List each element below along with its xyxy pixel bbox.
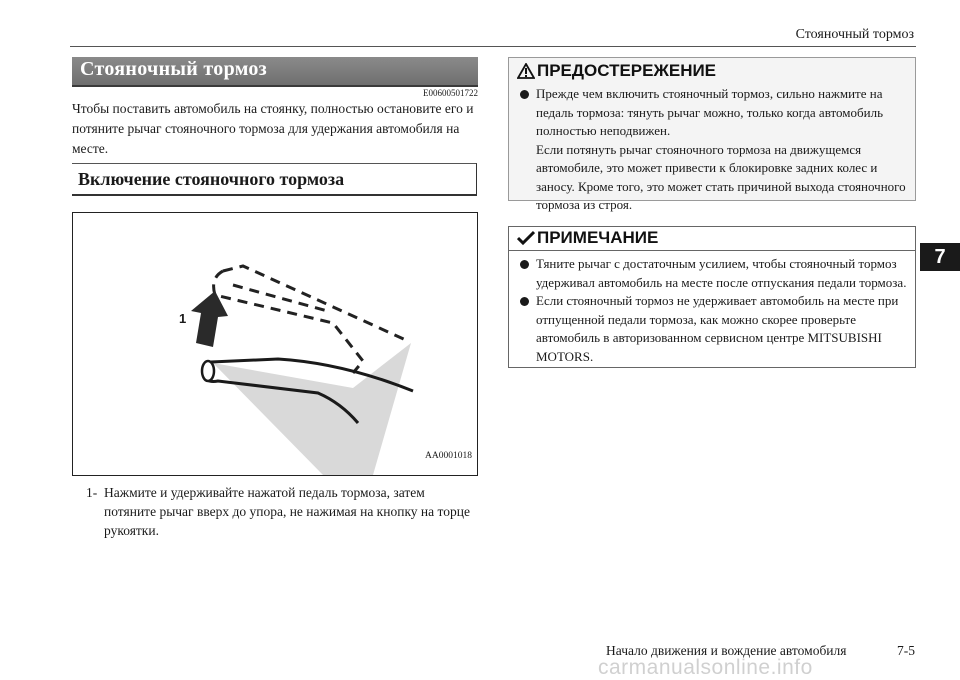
warning-title: ПРЕДОСТЕРЕЖЕНИЕ	[537, 61, 717, 80]
bullet-icon	[520, 260, 529, 269]
footer-section-title: Начало движения и вождение автомобиля	[606, 643, 847, 658]
section-code: E00600501722	[423, 88, 478, 98]
warning-header	[509, 60, 915, 82]
chapter-tab: 7	[920, 243, 960, 271]
intro-paragraph: Чтобы поставить автомобиль на стоянку, полностью остановите его и потяните рычаг стояночного тормоза для удержания автомобиля на месте.	[72, 101, 474, 156]
section-title-bar	[72, 57, 478, 87]
running-header: Стояночный тормоз	[795, 27, 914, 42]
section-title: Стояночный тормоз	[80, 58, 268, 80]
note-item	[536, 255, 909, 292]
note-item-text: Тяните рычаг с достаточным усилием, чтобы стояночный тормоз удерживал автомобиль на месте после отпускания педали тормоза.	[536, 256, 907, 290]
note-box	[508, 226, 916, 368]
note-title: ПРИМЕЧАНИЕ	[537, 228, 659, 247]
warning-item-text: Прежде чем включить стояночный тормоз, сильно нажмите на педаль тормоза: тянуть рычаг можно, только когда автомобиль полностью неподвижен. Если потянуть рычаг стояночного тормоза на движущемся автомобиле, это может привести к блокировке задних колес и заносу. Кроме того, это может стать причиной выхода стояночного тормоза из строя.	[536, 86, 906, 212]
watermark: carmanualsonline.info	[598, 656, 813, 679]
page-number: 7-5	[897, 643, 915, 658]
subsection-heading	[72, 163, 477, 196]
parking-brake-figure	[72, 212, 478, 476]
parking-brake-lever-illustration	[73, 213, 477, 475]
note-item	[536, 292, 909, 366]
note-item-text: Если стояночный тормоз не удерживает автомобиль на месте при отпущенной педали тормоза, как можно скорее проверьте автомобиль в авторизованном сервисном центре MITSUBISHI MOTORS.	[536, 293, 899, 364]
note-header	[509, 227, 915, 251]
figure-callout: 1	[179, 311, 187, 326]
warning-triangle-icon	[517, 63, 535, 79]
figure-code: AA0001018	[425, 451, 472, 461]
warning-box	[508, 57, 916, 212]
bullet-icon	[520, 297, 529, 306]
step-number: 1-	[86, 485, 98, 500]
warning-item	[536, 85, 909, 215]
step-1	[86, 483, 478, 540]
header-divider	[70, 46, 916, 47]
bullet-icon	[520, 90, 529, 99]
step-text: Нажмите и удерживайте нажатой педаль тормоза, затем потяните рычаг вверх до упора, не нажимая на кнопку на торце рукоятки.	[104, 485, 470, 538]
subsection-title: Включение стояночного тормоза	[78, 169, 345, 189]
checkmark-icon	[517, 230, 535, 246]
